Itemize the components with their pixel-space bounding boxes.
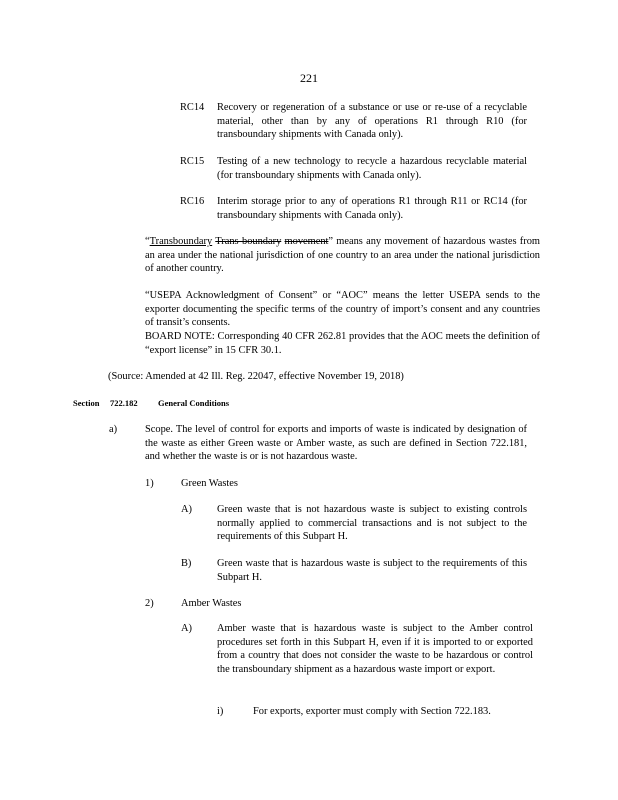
rc-code: RC16 — [180, 196, 205, 207]
scope-paragraph: Scope. The level of control for exports and imports of waste is indicated by designation of the waste as either Green waste or Amber waste, as such are defined in Section 722.181, and whether the waste is or is not hazardous waste. — [145, 424, 527, 463]
usepa-definition: “USEPA Acknowledgment of Consent” or “AOC” means the letter USEPA sends to the exporter documenting the specific terms of the country of import’s consent and any countries of transit’s consents. — [145, 290, 540, 329]
rc-code: RC15 — [180, 156, 205, 167]
deleted-term: Trans-boundary — [215, 236, 282, 247]
subsection-title: Amber Wastes — [181, 598, 242, 609]
item-label: 1) — [145, 478, 154, 489]
definition-body: ” means any movement of hazardous wastes from an area under the national jurisdiction of one country to an area under the national jurisdiction of another country. — [145, 236, 540, 275]
item-text: Amber waste that is hazardous waste is subject to the Amber control procedures set forth in this Subpart H, even if it is imported to or exported from a country that does not consider the waste to be hazardous or control the transboundary shipment as a hazardous waste import or export. — [217, 623, 533, 675]
board-note: BOARD NOTE: Corresponding 40 CFR 262.81 provides that the AOC meets the definition of “export license” in 15 CFR 30.1. — [145, 331, 540, 356]
item-label: B) — [181, 558, 192, 569]
item-label: A) — [181, 623, 192, 634]
item-label: a) — [109, 424, 118, 435]
rc-definition: Recovery or regeneration of a substance or use or re-use of a recyclable material, other than by any of operations R1 through R10 (for transboundary shipments with Canada only). — [217, 102, 527, 141]
subsection-title: Green Wastes — [181, 478, 238, 489]
item-text: Green waste that is hazardous waste is subject to the requirements of this Subpart H. — [217, 558, 527, 583]
page-number: 221 — [300, 71, 318, 85]
source-note: (Source: Amended at 42 Ill. Reg. 22047, effective November 19, 2018) — [108, 371, 404, 382]
rc-definition: Interim storage prior to any of operations R1 through R11 or RC14 (for transboundary shipments with Canada only). — [217, 196, 527, 221]
open-quote: “ — [145, 236, 150, 247]
section-number: 722.182 — [110, 398, 138, 408]
item-label: i) — [217, 706, 224, 717]
item-text: For exports, exporter must comply with Section 722.183. — [253, 706, 491, 717]
transboundary-definition — [145, 235, 540, 276]
item-text: Green waste that is not hazardous waste is subject to existing controls normally applied to commercial transactions and is not subject to the requirements of this Subpart H. — [217, 504, 527, 543]
item-label: A) — [181, 504, 192, 515]
deleted-word: movement — [284, 236, 329, 247]
item-label: 2) — [145, 598, 154, 609]
rc-definition: Testing of a new technology to recycle a hazardous recyclable material (for transboundary shipments with Canada only). — [217, 156, 527, 181]
inserted-term: Transboundary — [149, 236, 213, 247]
rc-code: RC14 — [180, 102, 205, 113]
section-label: Section — [73, 398, 100, 408]
section-title: General Conditions — [158, 398, 230, 408]
